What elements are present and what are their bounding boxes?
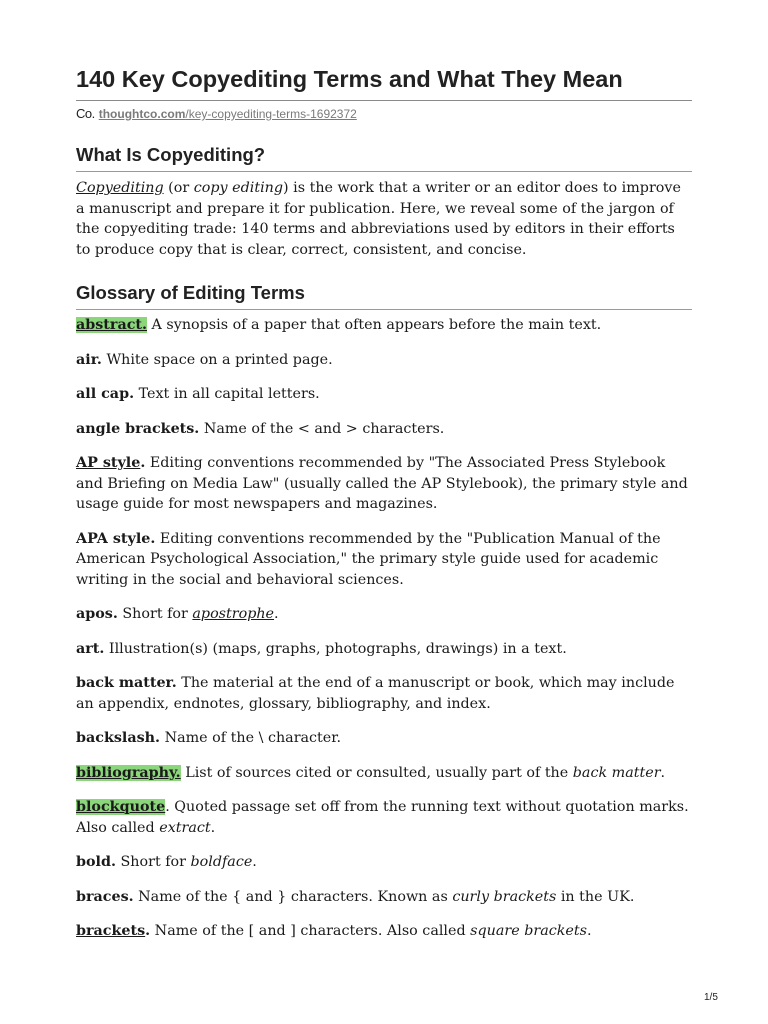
term-abstract-link[interactable]: abstract. <box>76 317 147 333</box>
term: angle brackets. <box>76 420 200 437</box>
page-number: 1/5 <box>704 992 718 1003</box>
definition: A synopsis of a paper that often appears before the main text. <box>147 317 602 333</box>
definition: . Quoted passage set off from the running text without quotation marks. Also called <box>76 799 689 836</box>
definition: Name of the [ and ] characters. Also called <box>150 923 471 939</box>
source-line <box>76 106 357 121</box>
definition: The material at the end of a manuscript or book, which may include an appendix, endnotes, glossary, bibliography, and index. <box>76 675 675 712</box>
glossary-entry-brackets <box>76 921 692 942</box>
term: APA style. <box>76 530 156 547</box>
glossary-entry-braces <box>76 887 692 908</box>
term-punct: . <box>145 923 151 939</box>
definition: Short for <box>115 854 191 870</box>
definition: Editing conventions recommended by "The Associated Press Stylebook and Briefing on Media Law" (usually called the AP Stylebook), the primary style and usage guide for most newspapers and magazines. <box>76 455 688 512</box>
definition-end: . <box>274 606 279 622</box>
glossary-entry-art <box>76 639 692 660</box>
intro-paragraph <box>76 178 692 260</box>
definition-end: . <box>660 764 666 781</box>
section-heading-what-is-copyediting: What Is Copyediting? <box>76 142 692 172</box>
glossary-entry-apa-style <box>76 529 692 591</box>
intro-term-copy-editing: copy editing <box>193 180 284 196</box>
intro-text: (or <box>163 180 194 196</box>
definition-italic: square brackets <box>470 923 587 939</box>
term: all cap. <box>76 386 135 402</box>
definition-end: . <box>586 923 592 939</box>
term: backslash. <box>76 730 161 746</box>
term: braces. <box>76 888 134 905</box>
definition: Editing conventions recommended by the "Publication Manual of the American Psychological Association," the primary style guide used for academic writing in the social and behavioral sciences. <box>76 530 661 588</box>
definition: Name of the \ character. <box>160 730 342 746</box>
definition: Name of the { and } characters. Known as <box>133 888 453 905</box>
glossary-entry-bold <box>76 852 692 873</box>
term-brackets-link[interactable]: brackets <box>76 923 146 939</box>
term-blockquote-link[interactable]: blockquote <box>76 799 166 815</box>
definition-italic: extract <box>159 819 211 836</box>
definition-italic: boldface <box>190 854 253 870</box>
definition: Text in all capital letters. <box>134 386 320 402</box>
term: bold. <box>76 854 116 870</box>
glossary-entry-all-cap <box>76 384 692 405</box>
glossary-entry-apos <box>76 604 692 625</box>
glossary-entry-backslash <box>76 728 692 749</box>
glossary-list <box>76 315 692 956</box>
glossary-entry-angle-brackets <box>76 419 692 440</box>
term-ap-style-link[interactable]: AP style <box>76 455 141 471</box>
intro-text: ) is the work that a writer or an editor does to improve a manuscript and prepare it for publication. Here, we reveal some of the jargon of the copyediting trade: 140 terms and abbreviations used by editors in their efforts to produce copy that is clear, correct, consistent, and concise. <box>76 180 681 258</box>
glossary-entry-ap-style <box>76 453 692 515</box>
source-url-path[interactable]: /key-copyediting-terms-1692372 <box>185 107 357 121</box>
term: art. <box>76 640 105 657</box>
term-bibliography-link[interactable]: bibliography. <box>76 764 181 781</box>
glossary-entry-back-matter <box>76 673 692 714</box>
definition: List of sources cited or consulted, usually part of the <box>180 764 573 781</box>
term-punct: . <box>140 455 146 471</box>
glossary-entry-air <box>76 350 692 371</box>
definition-italic: back matter <box>572 764 661 781</box>
definition-end: in the UK. <box>556 888 635 905</box>
source-url-domain[interactable]: thoughtco.com <box>98 107 186 121</box>
glossary-entry-blockquote <box>76 797 692 838</box>
definition-italic: curly brackets <box>452 888 557 905</box>
term: apos. <box>76 606 118 622</box>
site-logo: Co. <box>76 106 95 121</box>
link-apostrophe[interactable]: apostrophe <box>192 606 275 622</box>
definition: Illustration(s) (maps, graphs, photographs, drawings) in a text. <box>104 640 567 657</box>
definition-end: . <box>210 819 216 836</box>
definition-end: . <box>252 854 257 870</box>
page-title: 140 Key Copyediting Terms and What They Mean <box>76 63 692 101</box>
link-copyediting[interactable]: Copyediting <box>76 180 164 196</box>
term: back matter. <box>76 675 177 691</box>
definition: White space on a printed page. <box>101 351 333 368</box>
glossary-entry-abstract <box>76 315 692 336</box>
term: air. <box>76 351 102 368</box>
definition: Short for <box>117 606 193 622</box>
definition: Name of the < and > characters. <box>199 420 445 437</box>
section-heading-glossary: Glossary of Editing Terms <box>76 280 692 310</box>
glossary-entry-bibliography <box>76 763 692 784</box>
